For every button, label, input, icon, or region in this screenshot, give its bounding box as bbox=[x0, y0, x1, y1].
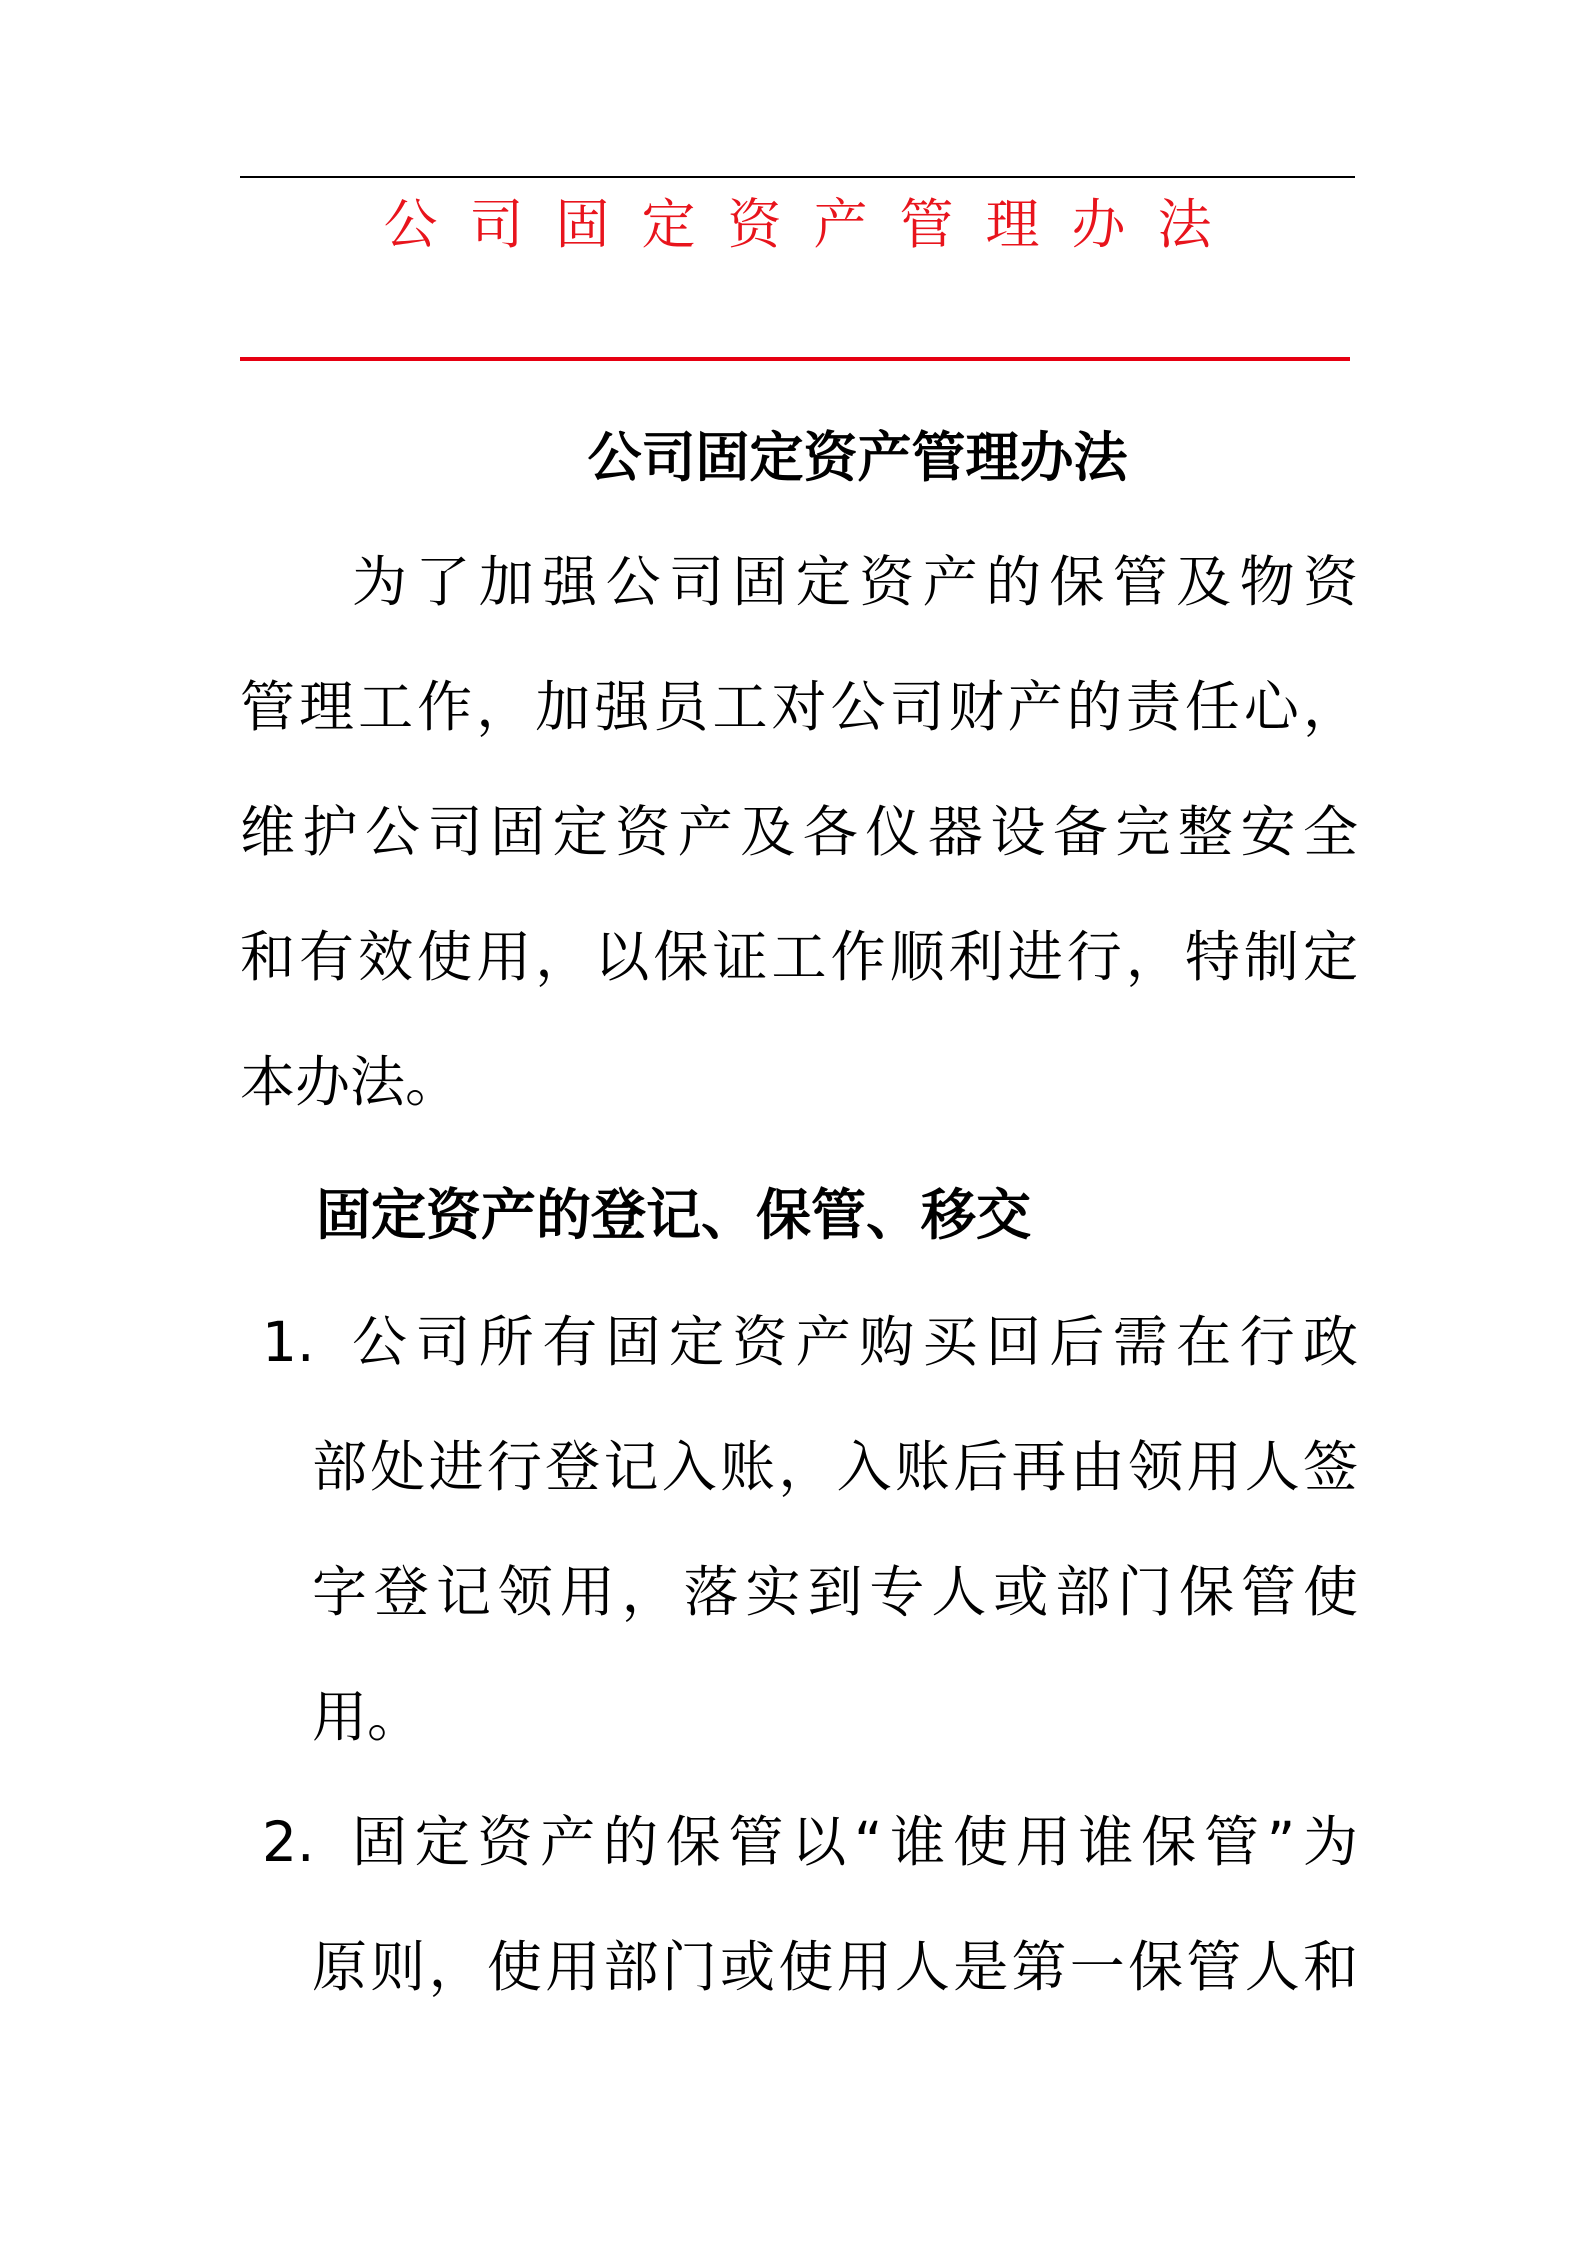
list-item-number: 1. bbox=[262, 1310, 315, 1374]
list-item-line: 用。 bbox=[312, 1685, 423, 1749]
list-item-line: 字登记领用，落实到专人或部门保管使 bbox=[312, 1560, 1358, 1624]
intro-line: 为了加强公司固定资产的保管及物资 bbox=[352, 550, 1358, 614]
list-item-line: 部处进行登记入账，入账后再由领用人签 bbox=[312, 1435, 1358, 1499]
intro-line: 管理工作，加强员工对公司财产的责任心， bbox=[240, 675, 1358, 739]
list-item-line: 原则，使用部门或使用人是第一保管人和 bbox=[312, 1935, 1358, 1999]
list-item-line: 公司所有固定资产购买回后需在行政 bbox=[352, 1310, 1358, 1374]
intro-line: 本办法。 bbox=[240, 1050, 461, 1114]
header-red-rule bbox=[240, 357, 1350, 361]
header-top-rule bbox=[240, 176, 1355, 178]
list-item-line: 固定资产的保管以“谁使用谁保管”为 bbox=[352, 1810, 1358, 1874]
intro-line: 和有效使用，以保证工作顺利进行，特制定 bbox=[240, 925, 1358, 989]
list-item-number: 2. bbox=[262, 1810, 315, 1874]
header-title: 公司固定资产管理办法 bbox=[383, 193, 1244, 256]
intro-line: 维护公司固定资产及各仪器设备完整安全 bbox=[240, 800, 1358, 864]
document-title: 公司固定资产管理办法 bbox=[587, 426, 1128, 489]
section-heading: 固定资产的登记、保管、移交 bbox=[316, 1183, 1032, 1247]
